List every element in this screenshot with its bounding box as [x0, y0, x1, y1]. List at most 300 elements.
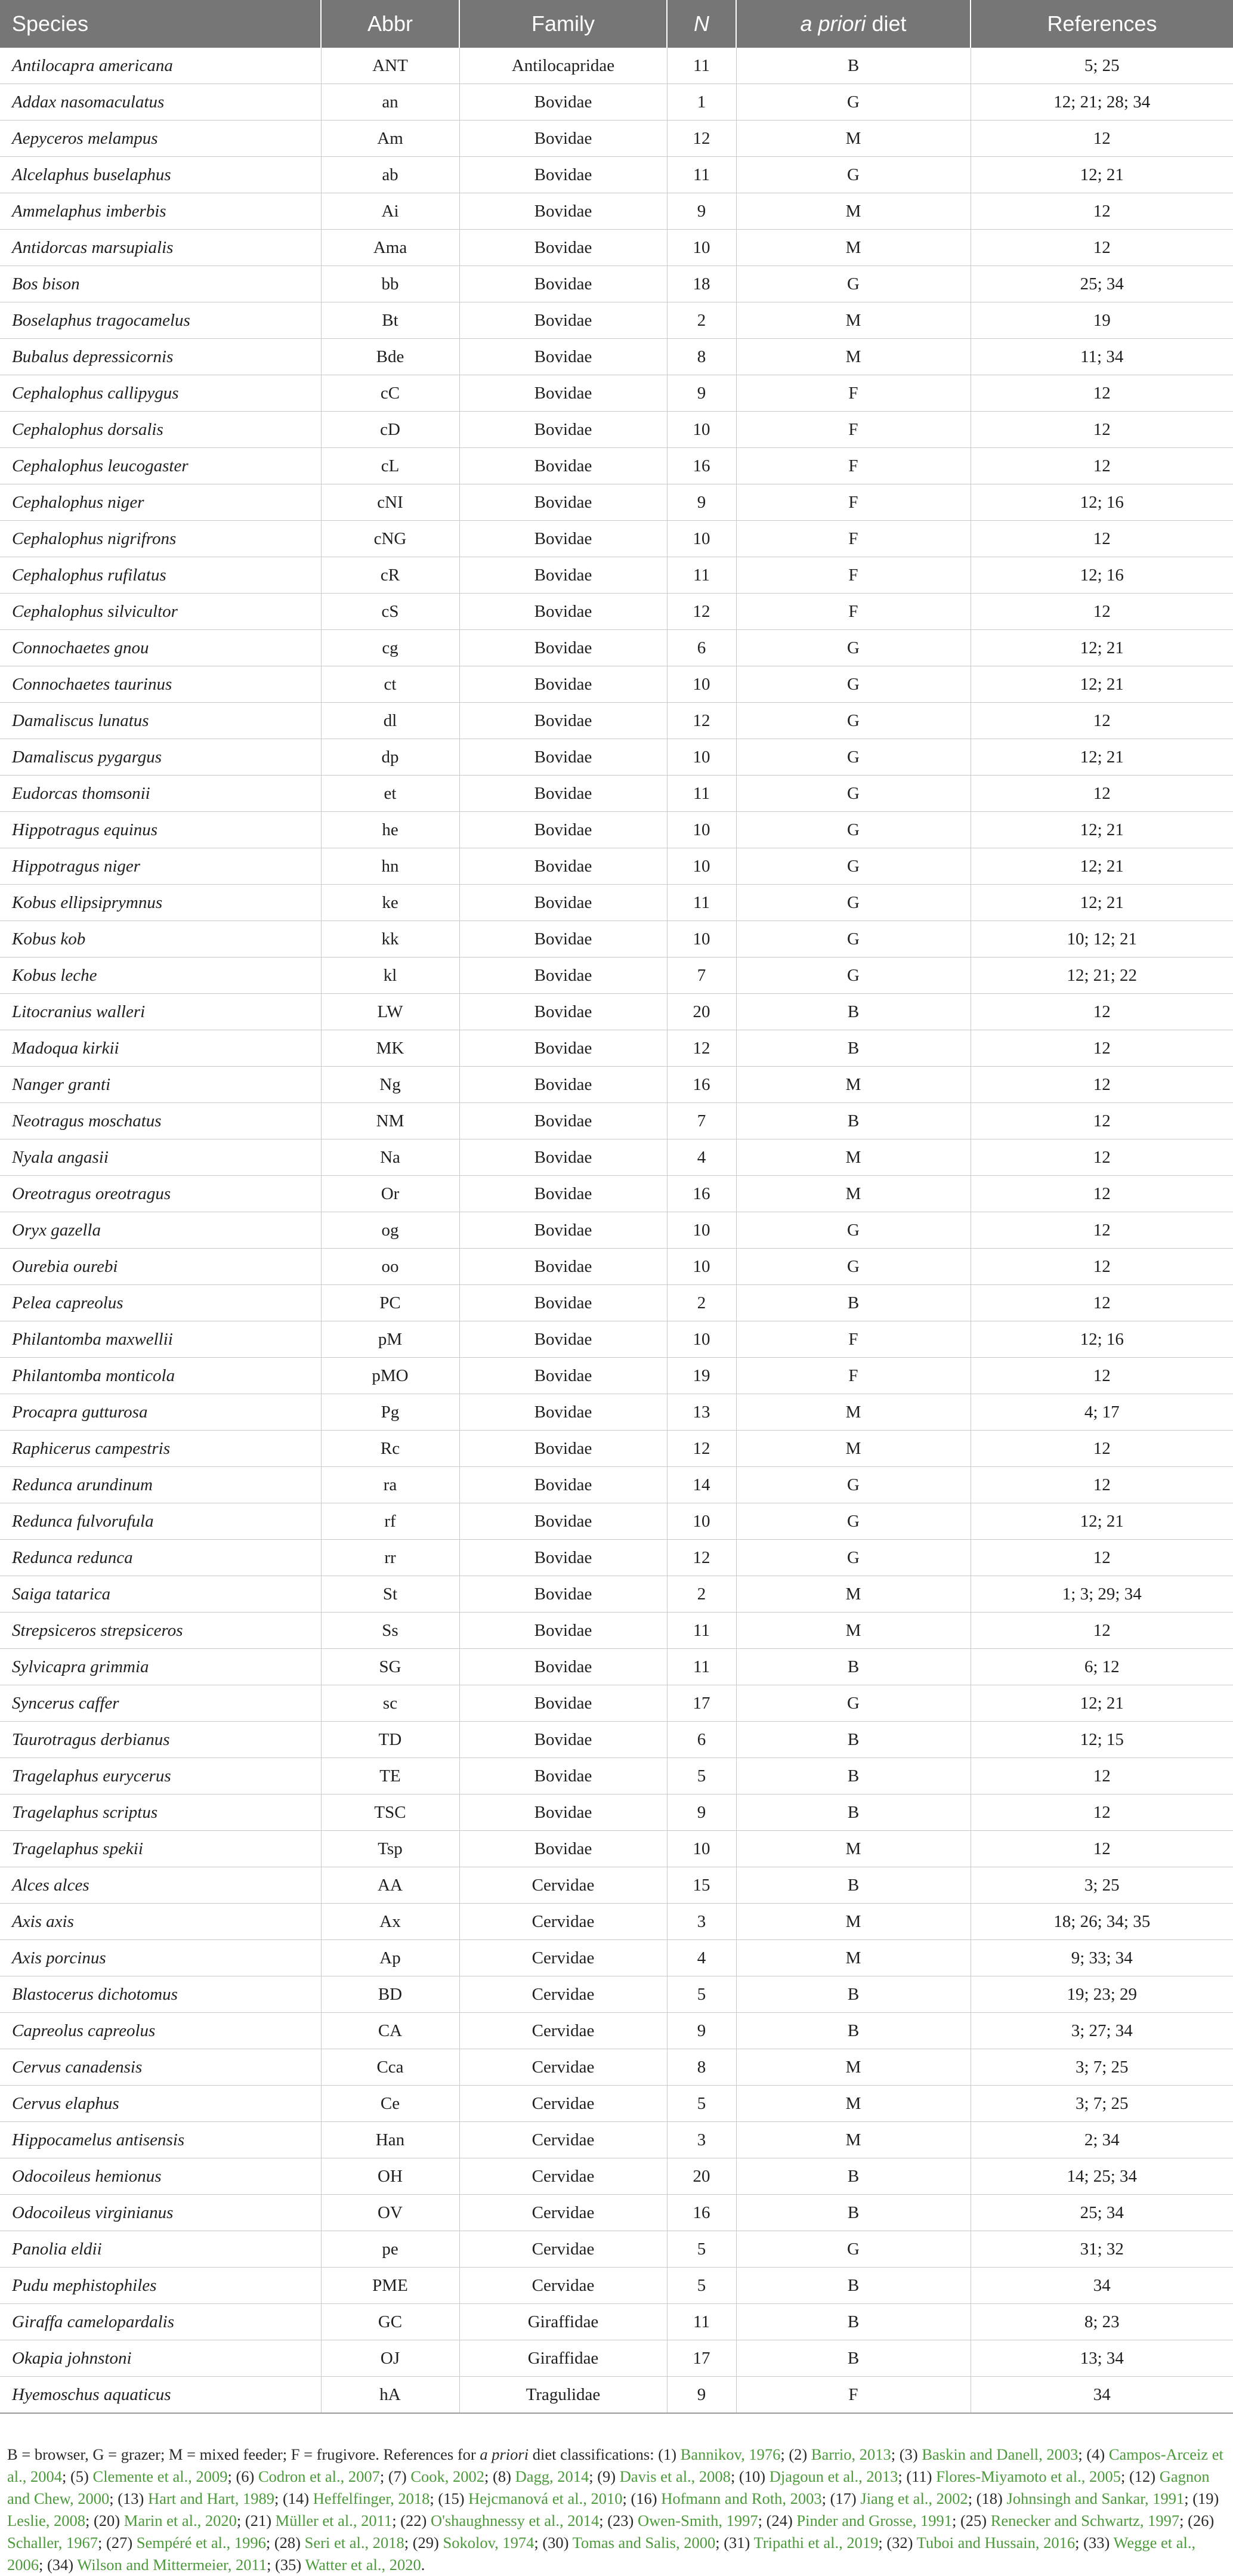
cell-family: Bovidae: [459, 1067, 667, 1103]
footnote-ref-number: ; (11): [898, 2467, 937, 2485]
cell-references: 12: [971, 1139, 1233, 1176]
cell-abbr: cD: [321, 412, 459, 448]
cell-abbr: an: [321, 84, 459, 121]
cell-abbr: cS: [321, 594, 459, 630]
cell-species: Philantomba monticola: [0, 1358, 321, 1394]
table-row: [0, 1976, 1233, 2013]
cell-abbr: BD: [321, 1976, 459, 2013]
footnote-ref-number: ; (8): [484, 2467, 515, 2485]
cell-family: Bovidae: [459, 1503, 667, 1540]
cell-diet: M: [736, 2086, 971, 2122]
footnote-ref-number: ; (2): [780, 2445, 811, 2463]
footnote-ref-link[interactable]: Owen-Smith, 1997: [637, 2512, 758, 2529]
cell-references: 25; 34: [971, 266, 1233, 302]
table-row: [0, 1067, 1233, 1103]
cell-n: 10: [667, 1249, 736, 1285]
table-row: [0, 994, 1233, 1030]
cell-family: Bovidae: [459, 193, 667, 230]
cell-references: 25; 34: [971, 2195, 1233, 2231]
cell-references: 12; 21: [971, 812, 1233, 848]
cell-family: Bovidae: [459, 994, 667, 1030]
footnote-ref-link[interactable]: Bannikov, 1976: [680, 2445, 781, 2463]
cell-abbr: AA: [321, 1867, 459, 1904]
cell-family: Bovidae: [459, 412, 667, 448]
cell-abbr: Ai: [321, 193, 459, 230]
cell-species: Syncerus caffer: [0, 1685, 321, 1722]
footnote-ref-link[interactable]: Hejcmanová et al., 2010: [468, 2489, 623, 2507]
table-row: [0, 1503, 1233, 1540]
cell-references: 3; 7; 25: [971, 2049, 1233, 2086]
footnote-ref-link[interactable]: Seri et al., 2018: [304, 2534, 404, 2552]
footnote-ref-link[interactable]: Barrio, 2013: [811, 2445, 891, 2463]
cell-species: Litocranius walleri: [0, 994, 321, 1030]
cell-family: Bovidae: [459, 703, 667, 739]
cell-references: 34: [971, 2377, 1233, 2414]
footnote-ref-link[interactable]: O'shaughnessy et al., 2014: [430, 2512, 599, 2529]
cell-family: Bovidae: [459, 339, 667, 375]
footnote-ref-link[interactable]: Davis et al., 2008: [619, 2467, 731, 2485]
cell-abbr: TE: [321, 1758, 459, 1794]
cell-abbr: OH: [321, 2158, 459, 2195]
cell-species: Nanger granti: [0, 1067, 321, 1103]
footnote-ref-number: ; (27): [98, 2534, 137, 2552]
cell-n: 10: [667, 848, 736, 885]
cell-species: Connochaetes gnou: [0, 630, 321, 666]
cell-diet: B: [736, 2304, 971, 2340]
cell-diet: M: [736, 1067, 971, 1103]
cell-family: Bovidae: [459, 1285, 667, 1321]
cell-n: 10: [667, 1831, 736, 1867]
cell-family: Bovidae: [459, 1394, 667, 1431]
cell-diet: B: [736, 2268, 971, 2304]
cell-diet: F: [736, 557, 971, 594]
footnote-ref-number: ; (26): [1179, 2512, 1215, 2529]
cell-family: Bovidae: [459, 1649, 667, 1685]
cell-diet: M: [736, 339, 971, 375]
table-row: [0, 157, 1233, 193]
cell-family: Bovidae: [459, 121, 667, 157]
cell-abbr: CA: [321, 2013, 459, 2049]
col-header-n: N: [667, 0, 736, 48]
cell-family: Bovidae: [459, 375, 667, 412]
footnote-ref-link[interactable]: Sempéré et al., 1996: [136, 2534, 266, 2552]
cell-species: Cephalophus callipygus: [0, 375, 321, 412]
cell-diet: F: [736, 1321, 971, 1358]
cell-references: 34: [971, 2268, 1233, 2304]
cell-references: 12; 21: [971, 157, 1233, 193]
cell-diet: B: [736, 48, 971, 84]
cell-references: 12: [971, 375, 1233, 412]
footnote-ref-link[interactable]: Wegge et al., 2006: [7, 2534, 1196, 2574]
cell-n: 12: [667, 121, 736, 157]
cell-species: Aepyceros melampus: [0, 121, 321, 157]
cell-diet: F: [736, 412, 971, 448]
cell-diet: G: [736, 739, 971, 776]
cell-abbr: dp: [321, 739, 459, 776]
cell-abbr: Ama: [321, 230, 459, 266]
footnote-ref-number: ; (21): [236, 2512, 276, 2529]
col-header-diet-em: a priori: [800, 11, 866, 36]
cell-diet: B: [736, 1867, 971, 1904]
cell-abbr: Am: [321, 121, 459, 157]
footnote-ref-link[interactable]: Johnsingh and Sankar, 1991: [1006, 2489, 1185, 2507]
cell-references: 12: [971, 994, 1233, 1030]
cell-family: Bovidae: [459, 1576, 667, 1613]
cell-n: 19: [667, 1358, 736, 1394]
cell-abbr: Pg: [321, 1394, 459, 1431]
cell-abbr: Ss: [321, 1613, 459, 1649]
cell-n: 5: [667, 2086, 736, 2122]
cell-diet: M: [736, 121, 971, 157]
cell-species: Ammelaphus imberbis: [0, 193, 321, 230]
cell-abbr: Cca: [321, 2049, 459, 2086]
cell-species: Odocoileus virginianus: [0, 2195, 321, 2231]
cell-species: Pelea capreolus: [0, 1285, 321, 1321]
table-row: [0, 1030, 1233, 1067]
cell-family: Giraffidae: [459, 2340, 667, 2377]
cell-diet: G: [736, 1249, 971, 1285]
cell-abbr: ra: [321, 1467, 459, 1503]
cell-abbr: et: [321, 776, 459, 812]
cell-n: 12: [667, 1030, 736, 1067]
cell-diet: G: [736, 266, 971, 302]
footnote-ref-number: ; (6): [227, 2467, 258, 2485]
cell-abbr: kl: [321, 957, 459, 994]
footnote-ref-number: ; (12): [1121, 2467, 1160, 2485]
cell-abbr: ke: [321, 885, 459, 921]
footnote-ref-link[interactable]: Sokolov, 1974: [443, 2534, 534, 2552]
cell-n: 11: [667, 48, 736, 84]
table-row: [0, 521, 1233, 557]
cell-diet: G: [736, 2231, 971, 2268]
footnote-ref-link[interactable]: Jiang et al., 2002: [860, 2489, 968, 2507]
cell-family: Bovidae: [459, 666, 667, 703]
table-row: [0, 2158, 1233, 2195]
cell-abbr: PC: [321, 1285, 459, 1321]
cell-diet: M: [736, 193, 971, 230]
cell-abbr: PME: [321, 2268, 459, 2304]
footnote-ref-link[interactable]: Tomas and Salis, 2000: [572, 2534, 716, 2552]
table-row: [0, 2377, 1233, 2414]
cell-references: 4; 17: [971, 1394, 1233, 1431]
cell-references: 12: [971, 1030, 1233, 1067]
cell-abbr: cNG: [321, 521, 459, 557]
footnote-ref-link[interactable]: Flores-Miyamoto et al., 2005: [936, 2467, 1121, 2485]
cell-references: 10; 12; 21: [971, 921, 1233, 957]
cell-family: Bovidae: [459, 1613, 667, 1649]
cell-abbr: Han: [321, 2122, 459, 2158]
cell-diet: F: [736, 2377, 971, 2414]
footnote-ref-number: ; (18): [968, 2489, 1007, 2507]
footnote-ref-link[interactable]: Dagg, 2014: [515, 2467, 589, 2485]
cell-references: 12: [971, 412, 1233, 448]
cell-diet: G: [736, 1685, 971, 1722]
cell-n: 4: [667, 1139, 736, 1176]
cell-diet: M: [736, 2049, 971, 2086]
cell-species: Strepsiceros strepsiceros: [0, 1613, 321, 1649]
cell-species: Redunca arundinum: [0, 1467, 321, 1503]
cell-references: 12; 21: [971, 1685, 1233, 1722]
footnote-ref-link[interactable]: Pinder and Grosse, 1991: [796, 2512, 952, 2529]
cell-references: 5; 25: [971, 48, 1233, 84]
cell-references: 2; 34: [971, 2122, 1233, 2158]
cell-family: Bovidae: [459, 1358, 667, 1394]
cell-diet: B: [736, 1649, 971, 1685]
cell-references: 12: [971, 594, 1233, 630]
cell-family: Bovidae: [459, 1249, 667, 1285]
cell-species: Boselaphus tragocamelus: [0, 302, 321, 339]
cell-diet: B: [736, 1030, 971, 1067]
footnote-ref-link[interactable]: Cook, 2002: [410, 2467, 485, 2485]
cell-diet: G: [736, 703, 971, 739]
cell-n: 16: [667, 2195, 736, 2231]
footnote-ref-link[interactable]: Wilson and Mittermeier, 2011: [77, 2556, 267, 2574]
cell-diet: M: [736, 1176, 971, 1212]
cell-diet: B: [736, 2013, 971, 2049]
cell-diet: B: [736, 2158, 971, 2195]
cell-references: 12: [971, 1285, 1233, 1321]
cell-references: 12; 21: [971, 848, 1233, 885]
cell-family: Bovidae: [459, 1176, 667, 1212]
cell-family: Antilocapridae: [459, 48, 667, 84]
cell-species: Damaliscus pygargus: [0, 739, 321, 776]
cell-diet: G: [736, 1540, 971, 1576]
table-row: [0, 1940, 1233, 1976]
cell-references: 12: [971, 1794, 1233, 1831]
cell-diet: F: [736, 521, 971, 557]
cell-family: Cervidae: [459, 2231, 667, 2268]
cell-references: 12; 21; 28; 34: [971, 84, 1233, 121]
cell-references: 12: [971, 1540, 1233, 1576]
cell-species: Alcelaphus buselaphus: [0, 157, 321, 193]
cell-family: Bovidae: [459, 84, 667, 121]
cell-diet: B: [736, 2340, 971, 2377]
cell-references: 12: [971, 1067, 1233, 1103]
footnote-ref-link[interactable]: Hofmann and Roth, 2003: [661, 2489, 822, 2507]
cell-diet: M: [736, 1576, 971, 1613]
footnote-ref-number: ; (15): [429, 2489, 469, 2507]
cell-species: Tragelaphus eurycerus: [0, 1758, 321, 1794]
cell-n: 5: [667, 1976, 736, 2013]
cell-abbr: pe: [321, 2231, 459, 2268]
table-row: [0, 885, 1233, 921]
cell-n: 16: [667, 448, 736, 484]
cell-family: Bovidae: [459, 1467, 667, 1503]
cell-n: 10: [667, 666, 736, 703]
cell-diet: M: [736, 230, 971, 266]
cell-references: 12: [971, 230, 1233, 266]
cell-references: 3; 7; 25: [971, 2086, 1233, 2122]
table-row: [0, 484, 1233, 521]
footnote-ref-link[interactable]: Codron et al., 2007: [258, 2467, 380, 2485]
cell-abbr: ANT: [321, 48, 459, 84]
cell-references: 12: [971, 1758, 1233, 1794]
cell-references: 12: [971, 1358, 1233, 1394]
cell-n: 7: [667, 1103, 736, 1139]
footnote-intro-end: diet classifications:: [529, 2445, 659, 2463]
cell-abbr: Ng: [321, 1067, 459, 1103]
table-row: [0, 1176, 1233, 1212]
cell-family: Bovidae: [459, 266, 667, 302]
cell-n: 11: [667, 157, 736, 193]
cell-abbr: TD: [321, 1722, 459, 1758]
table-row: [0, 1867, 1233, 1904]
col-header-species: Species: [0, 0, 321, 48]
cell-n: 11: [667, 885, 736, 921]
cell-n: 17: [667, 1685, 736, 1722]
cell-abbr: Tsp: [321, 1831, 459, 1867]
footnote-ref-link[interactable]: Campos-Arceiz et al., 2004: [7, 2445, 1223, 2485]
cell-abbr: og: [321, 1212, 459, 1249]
table-row: [0, 812, 1233, 848]
cell-abbr: ct: [321, 666, 459, 703]
footnote-ref-link[interactable]: Baskin and Danell, 2003: [922, 2445, 1079, 2463]
table-row: [0, 1758, 1233, 1794]
cell-family: Tragulidae: [459, 2377, 667, 2414]
footnote-ref-number: ; (35): [267, 2556, 305, 2574]
cell-references: 19: [971, 302, 1233, 339]
cell-abbr: hA: [321, 2377, 459, 2414]
table-row: [0, 703, 1233, 739]
cell-species: Nyala angasii: [0, 1139, 321, 1176]
cell-diet: M: [736, 1613, 971, 1649]
cell-diet: G: [736, 630, 971, 666]
footnote-ref-link[interactable]: Schaller, 1967: [7, 2534, 98, 2552]
cell-family: Bovidae: [459, 1831, 667, 1867]
footnote-reference-list: [7, 2445, 1223, 2574]
cell-family: Bovidae: [459, 630, 667, 666]
cell-family: Bovidae: [459, 848, 667, 885]
col-header-diet-word: diet: [872, 11, 907, 36]
footnote-ref-link[interactable]: Marin et al., 2020: [123, 2512, 237, 2529]
cell-n: 2: [667, 302, 736, 339]
footnote-ref-link[interactable]: Clemente et al., 2009: [92, 2467, 228, 2485]
cell-abbr: OJ: [321, 2340, 459, 2377]
footnote-ref-number: ; (23): [599, 2512, 638, 2529]
cell-n: 2: [667, 1576, 736, 1613]
cell-references: 12; 16: [971, 1321, 1233, 1358]
table-row: [0, 957, 1233, 994]
cell-diet: G: [736, 812, 971, 848]
table-row: [0, 2340, 1233, 2377]
cell-family: Bovidae: [459, 157, 667, 193]
cell-n: 10: [667, 921, 736, 957]
cell-abbr: MK: [321, 1030, 459, 1067]
cell-family: Bovidae: [459, 776, 667, 812]
table-row: [0, 1831, 1233, 1867]
table-row: [0, 1794, 1233, 1831]
cell-species: Sylvicapra grimmia: [0, 1649, 321, 1685]
cell-species: Cephalophus niger: [0, 484, 321, 521]
footnote-ref-number: ; (5): [62, 2467, 93, 2485]
table-row: [0, 1358, 1233, 1394]
footnote-ref-number: ; (4): [1078, 2445, 1109, 2463]
cell-abbr: cR: [321, 557, 459, 594]
cell-diet: G: [736, 957, 971, 994]
footnote-ref-number: ; (7): [379, 2467, 411, 2485]
cell-diet: M: [736, 1940, 971, 1976]
footnote-ref-link[interactable]: Müller et al., 2011: [275, 2512, 393, 2529]
cell-species: Philantomba maxwellii: [0, 1321, 321, 1358]
cell-n: 9: [667, 193, 736, 230]
footnote-ref-link[interactable]: Renecker and Schwartz, 1997: [990, 2512, 1180, 2529]
table-row: [0, 48, 1233, 84]
table-row: [0, 412, 1233, 448]
table-row: [0, 1103, 1233, 1139]
table-row: [0, 557, 1233, 594]
cell-family: Cervidae: [459, 2013, 667, 2049]
cell-n: 9: [667, 2013, 736, 2049]
cell-references: 12: [971, 1249, 1233, 1285]
cell-family: Cervidae: [459, 2122, 667, 2158]
cell-n: 12: [667, 703, 736, 739]
cell-n: 10: [667, 230, 736, 266]
footnote-ref-link[interactable]: Gagnon and Chew, 2000: [7, 2467, 1210, 2507]
cell-species: Axis porcinus: [0, 1940, 321, 1976]
cell-species: Neotragus moschatus: [0, 1103, 321, 1139]
cell-references: 12: [971, 776, 1233, 812]
footnote-ref-link[interactable]: Hart and Hart, 1989: [148, 2489, 274, 2507]
table-row: [0, 121, 1233, 157]
cell-species: Hippotragus niger: [0, 848, 321, 885]
table-row: [0, 1249, 1233, 1285]
cell-abbr: cg: [321, 630, 459, 666]
cell-n: 1: [667, 84, 736, 121]
footnote-ref-link[interactable]: Djagoun et al., 2013: [769, 2467, 898, 2485]
cell-diet: B: [736, 1285, 971, 1321]
cell-species: Oryx gazella: [0, 1212, 321, 1249]
cell-references: 14; 25; 34: [971, 2158, 1233, 2195]
cell-abbr: Ce: [321, 2086, 459, 2122]
footnote-ref-number: ; (9): [589, 2467, 620, 2485]
cell-family: Cervidae: [459, 1940, 667, 1976]
table-row: [0, 339, 1233, 375]
cell-n: 11: [667, 1613, 736, 1649]
cell-abbr: Na: [321, 1139, 459, 1176]
cell-references: 1; 3; 29; 34: [971, 1576, 1233, 1613]
cell-species: Cephalophus nigrifrons: [0, 521, 321, 557]
cell-abbr: Bde: [321, 339, 459, 375]
table-row: [0, 739, 1233, 776]
cell-species: Blastocerus dichotomus: [0, 1976, 321, 2013]
cell-family: Cervidae: [459, 2086, 667, 2122]
table-row: [0, 2086, 1233, 2122]
footnote-ref-link[interactable]: Watter et al., 2020: [305, 2556, 421, 2574]
footnote-ref-link[interactable]: Heffelfinger, 2018: [313, 2489, 430, 2507]
footnote-ref-number: ; (17): [821, 2489, 861, 2507]
table-row: [0, 1212, 1233, 1249]
cell-species: Bubalus depressicornis: [0, 339, 321, 375]
cell-n: 10: [667, 1212, 736, 1249]
cell-n: 10: [667, 812, 736, 848]
table-row: [0, 1431, 1233, 1467]
cell-n: 5: [667, 2268, 736, 2304]
cell-species: Taurotragus derbianus: [0, 1722, 321, 1758]
cell-abbr: Bt: [321, 302, 459, 339]
table-row: [0, 193, 1233, 230]
cell-references: 12; 21: [971, 1503, 1233, 1540]
cell-diet: M: [736, 1139, 971, 1176]
cell-n: 14: [667, 1467, 736, 1503]
table-row: [0, 776, 1233, 812]
cell-references: 31; 32: [971, 2231, 1233, 2268]
footnote-ref-link[interactable]: Tuboi and Hussain, 2016: [916, 2534, 1076, 2552]
cell-abbr: Or: [321, 1176, 459, 1212]
cell-family: Bovidae: [459, 521, 667, 557]
cell-family: Bovidae: [459, 1139, 667, 1176]
footnote-ref-link[interactable]: Tripathi et al., 2019: [753, 2534, 879, 2552]
footnote-ref-link[interactable]: Leslie, 2008: [7, 2512, 85, 2529]
